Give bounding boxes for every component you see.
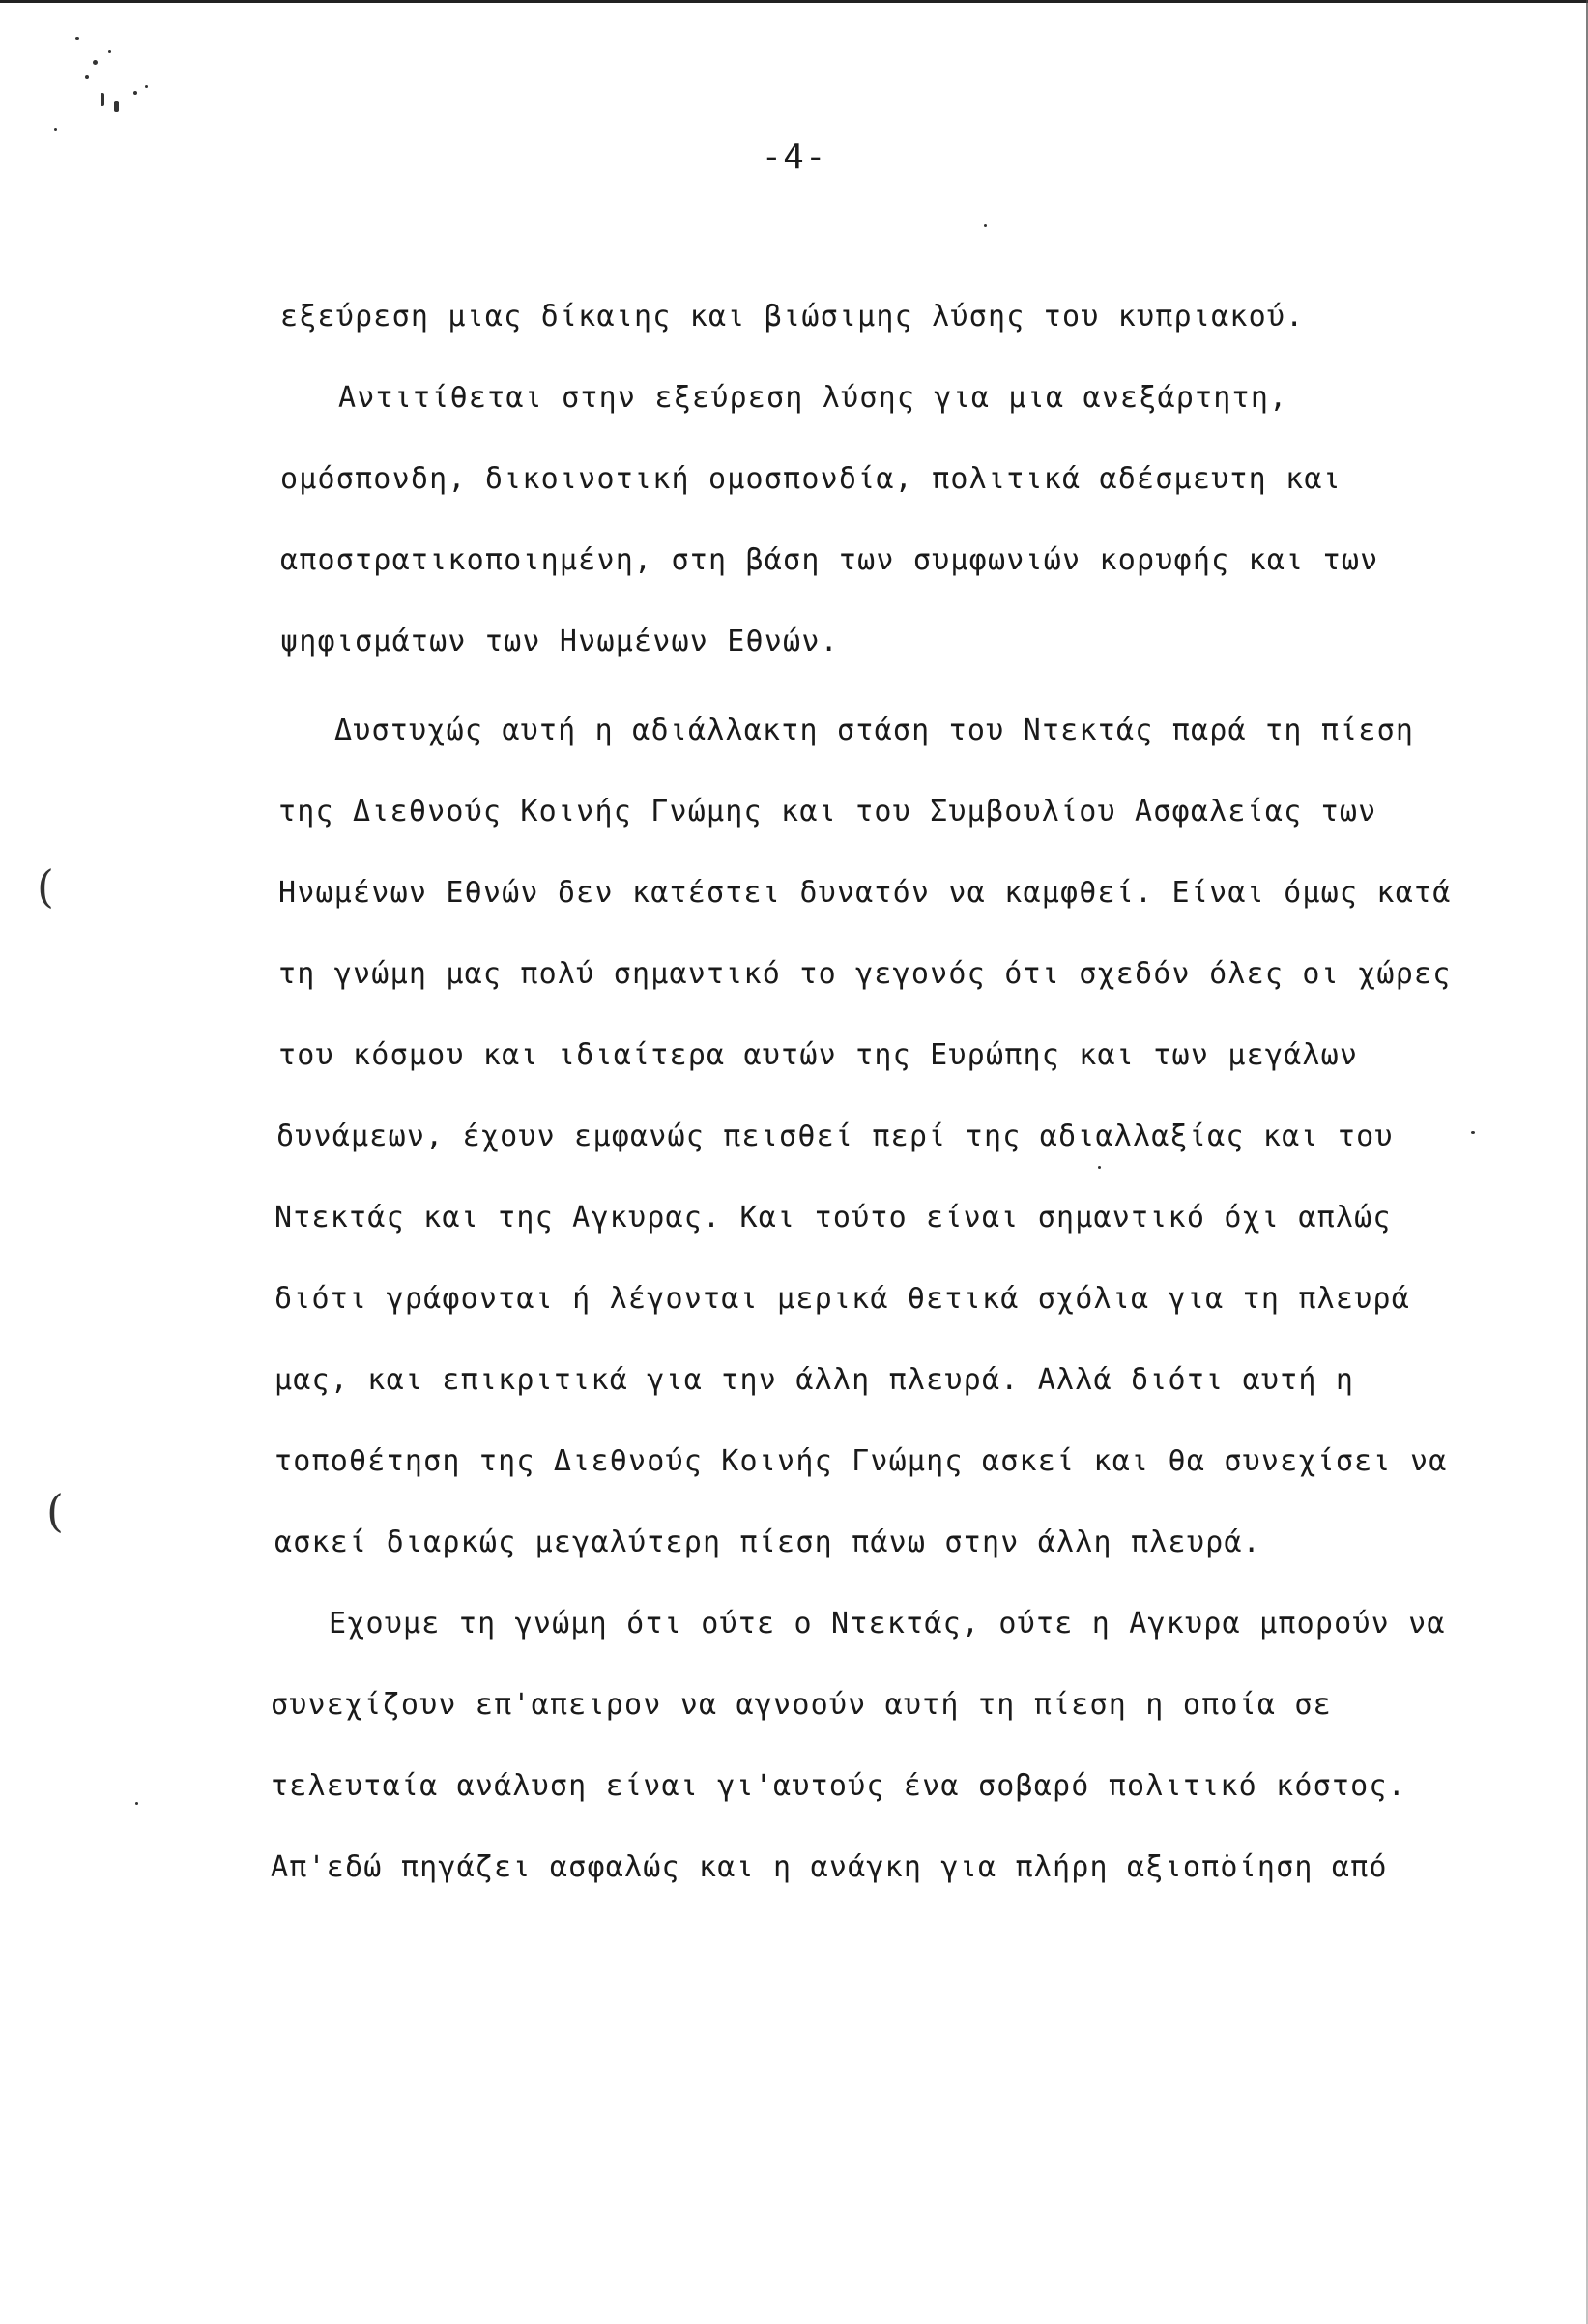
text-line: Ηνωμένων Εθνών δεν κατέστει δυνατόν να καμφθεί. Είναι όμως κατά: [278, 876, 1452, 910]
scan-speck: [75, 37, 79, 40]
scan-speck: [145, 85, 148, 88]
text-line: συνεχίζουν επ'απειρον να αγνοούν αυτή τη πίεση η οποία σε: [271, 1688, 1332, 1722]
text-line: Ντεκτάς και της Αγκυρας. Και τούτο είναι σημαντικό όχι απλώς: [274, 1201, 1392, 1235]
scan-speck: [93, 60, 98, 65]
text-line: διότι γράφονται ή λέγονται μερικά θετικά σχόλια για τη πλευρά: [274, 1282, 1410, 1316]
page-number: -4-: [761, 137, 827, 177]
scan-speck: [108, 50, 111, 53]
scan-speck: [984, 224, 987, 227]
text-line: αποστρατικοποιημένη, στη βάση των συμφωνιών κορυφής και των: [280, 543, 1379, 577]
text-line: της Διεθνούς Κοινής Γνώμης και του Συμβουλίου Ασφαλείας των: [278, 795, 1377, 828]
text-line: ψηφισμάτων των Ηνωμένων Εθνών.: [280, 625, 839, 658]
scan-speck: [1098, 1166, 1101, 1169]
scan-speck: [133, 91, 137, 95]
punch-hole-mark: (: [46, 1485, 64, 1537]
text-line: τελευταία ανάλυση είναι γι'αυτούς ένα σοβαρό πολιτικό κόστος.: [271, 1769, 1406, 1803]
scan-speck: [101, 93, 104, 106]
text-line: δυνάμεων, έχουν εμφανώς πεισθεί περί της αδιαλλαξίας και του: [276, 1119, 1394, 1153]
text-line: του κόσμου και ιδιαίτερα αυτών της Ευρώπης και των μεγάλων: [278, 1038, 1359, 1072]
scan-speck: [114, 101, 119, 112]
scan-speck: [54, 128, 57, 131]
scan-speck: [85, 75, 89, 79]
text-line: Εχουμε τη γνώμη ότι ούτε ο Ντεκτάς, ούτε η Αγκυρα μπορούν να: [329, 1607, 1446, 1641]
top-scan-edge: [0, 0, 1588, 3]
text-line: τοποθέτηση της Διεθνούς Κοινής Γνώμης ασκεί και θα συνεχίσει να: [274, 1444, 1448, 1478]
text-line: Αντιτίθεται στην εξεύρεση λύσης για μια ανεξάρτητη,: [338, 381, 1288, 415]
punch-hole-mark: (: [37, 860, 54, 913]
text-line: Δυστυχώς αυτή η αδιάλλακτη στάση του Ντεκτάς παρά τη πίεση: [334, 713, 1415, 747]
text-line: Απ'εδώ πηγάζει ασφαλώς και η ανάγκη για πλήρη αξιοποίηση από: [271, 1850, 1388, 1884]
text-line: ομόσπονδη, δικοινοτική ομοσπονδία, πολιτικά αδέσμευτη και: [280, 462, 1342, 496]
text-line: μας, και επικριτικά για την άλλη πλευρά. Αλλά διότι αυτή η: [274, 1363, 1355, 1397]
text-line: εξεύρεση μιας δίκαιης και βιώσιμης λύσης του κυπριακού.: [280, 300, 1305, 334]
text-line: ασκεί διαρκώς μεγαλύτερη πίεση πάνω στην άλλη πλευρά.: [274, 1525, 1261, 1559]
scan-speck: [135, 1802, 138, 1805]
text-line: τη γνώμη μας πολύ σημαντικό το γεγονός ότι σχεδόν όλες οι χώρες: [278, 957, 1452, 991]
scan-speck: [1471, 1131, 1475, 1134]
